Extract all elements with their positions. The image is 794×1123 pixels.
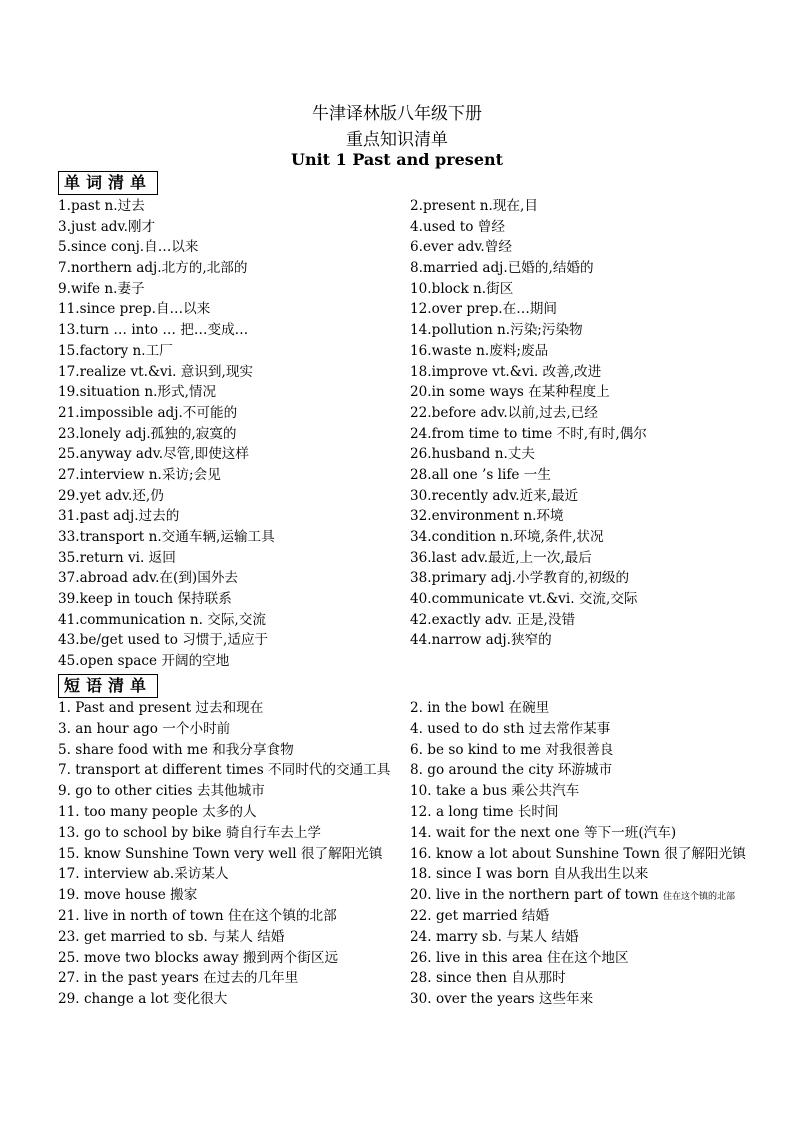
word-entry: [0, 506, 794, 527]
word-entry-text: 16.waste n.废料;废品: [410, 342, 549, 359]
word-entry-text: 30.recently adv.近来,最近: [410, 487, 579, 504]
word-entry-text: 27.interview n.采访;会见: [58, 466, 221, 483]
phrase-entry-text: 20. live in the northern part of town: [410, 887, 659, 904]
phrase-entry-right: [410, 885, 770, 906]
phrase-entry-left: [58, 864, 410, 885]
phrase-entry-left: [58, 948, 410, 969]
phrase-entry: [0, 927, 794, 948]
word-entry-text: 21.impossible adj.不可能的: [58, 404, 238, 421]
word-entry-text: 42.exactly adv. 正是,没错: [410, 611, 576, 628]
phrase-entry-text: 27. in the past years 在过去的几年里: [58, 970, 299, 987]
word-entry-left: [58, 527, 410, 548]
phrase-entry-left: [58, 802, 410, 823]
word-entry-left: [58, 486, 410, 507]
phrase-entry-text: 29. change a lot 变化很大: [58, 991, 228, 1008]
word-entry-text: 5.since conj.自…以来: [58, 239, 199, 256]
word-entry-right: [410, 237, 770, 258]
phrase-entry: [0, 802, 794, 823]
word-entry-right: [410, 610, 770, 631]
phrase-entry-text: 12. a long time 长时间: [410, 803, 559, 820]
phrase-entry-left: [58, 927, 410, 948]
phrase-entry-text: 10. take a bus 乘公共汽车: [410, 783, 580, 800]
phrase-note: 住在这个镇的北部: [662, 892, 735, 903]
phrase-entry-left: [58, 740, 410, 761]
word-entry-text: 25.anyway adv.尽管,即使这样: [58, 446, 249, 463]
word-entry-text: 4.used to 曾经: [410, 218, 505, 235]
word-entry: [0, 527, 794, 548]
word-entry-right: [410, 258, 770, 279]
word-entry-left: [58, 320, 410, 341]
phrase-entry-text: 26. live in this area 住在这个地区: [410, 949, 629, 966]
word-entry-text: 34.condition n.环境,条件,状况: [410, 529, 604, 545]
word-entry-right: [410, 465, 770, 486]
phrase-entry-right: [410, 740, 770, 761]
phrase-entry-left: [58, 781, 410, 802]
word-entry-left: [58, 258, 410, 279]
phrase-entry-text: 30. over the years 这些年来: [410, 991, 594, 1008]
word-entry-right: [410, 424, 770, 445]
phrase-entry-right: [410, 906, 770, 927]
word-entry: [0, 630, 794, 651]
phrase-entry-left: [58, 719, 410, 740]
word-entry: [0, 486, 794, 507]
word-entry-left: [58, 237, 410, 258]
word-entry-text: 40.communicate vt.&vi. 交流,交际: [410, 591, 638, 608]
doc-title-unit: Unit 1 Past and present: [290, 150, 504, 169]
word-entry-left: [58, 506, 410, 527]
word-entry-text: 22.before adv.以前,过去,已经: [410, 404, 598, 421]
word-entry-text: 17.realize vt.&vi. 意识到,现实: [58, 363, 254, 380]
phrase-entry-right: [410, 781, 770, 802]
word-entry-right: [410, 651, 770, 672]
word-entry-text: 31.past adj.过去的: [58, 508, 180, 525]
word-entry-text: 29.yet adv.还,仍: [58, 487, 164, 504]
phrase-entry-text: 11. too many people 太多的人: [58, 803, 257, 820]
word-entry-text: 19.situation n.形式,情况: [58, 384, 217, 401]
word-entry-right: [410, 486, 770, 507]
word-entry-text: 32.environment n.环境: [410, 508, 564, 525]
phrase-entry-left: [58, 968, 410, 989]
phrase-entry: [0, 906, 794, 927]
word-entry-text: 26.husband n.丈夫: [410, 446, 535, 463]
word-entry-text: 3.just adv.刚才: [58, 218, 156, 235]
word-entry-text: 12.over prep.在…期间: [410, 301, 557, 318]
phrase-entry: [0, 948, 794, 969]
word-entry-right: [410, 279, 770, 300]
phrase-entry-text: 13. go to school by bike 骑自行车去上学: [58, 824, 322, 841]
word-entry-left: [58, 589, 410, 610]
word-entry-left: [58, 568, 410, 589]
phrase-entry-right: [410, 864, 770, 885]
word-entry-text: 1.past n.过去: [58, 198, 145, 214]
word-entry-text: 33.transport n.交通车辆,运输工具: [58, 529, 275, 545]
word-entry-right: [410, 362, 770, 383]
word-entry-left: [58, 630, 410, 651]
phrase-entry-text: 22. get married 结婚: [410, 907, 550, 924]
word-entry-text: 7.northern adj.北方的,北部的: [58, 260, 248, 277]
phrase-entry-text: 8. go around the city 环游城市: [410, 762, 613, 779]
phrase-entry: [0, 760, 794, 781]
word-entry-text: 18.improve vt.&vi. 改善,改进: [410, 363, 602, 380]
phrase-entry-right: [410, 802, 770, 823]
word-entry-right: [410, 630, 770, 651]
word-entry-left: [58, 610, 410, 631]
word-entry: [0, 651, 794, 672]
phrase-entry-text: 17. interview ab.采访某人: [58, 866, 229, 883]
phrase-entry-text: 15. know Sunshine Town very well 很了解阳光镇: [58, 845, 383, 862]
word-entry-text: 15.factory n.工厂: [58, 342, 173, 359]
phrase-entry-text: 24. marry sb. 与某人 结婚: [410, 928, 579, 945]
phrase-entry-right: [410, 760, 770, 781]
word-entry-left: [58, 548, 410, 569]
word-entry-text: 45.open space 开阔的空地: [58, 653, 230, 670]
phrase-entry-text: 1. Past and present 过去和现在: [58, 700, 264, 716]
phrase-entry-text: 28. since then 自从那时: [410, 970, 566, 987]
word-entry: [0, 610, 794, 631]
phrase-entry: [0, 885, 794, 906]
phrase-entry-text: 16. know a lot about Sunshine Town 很了解阳光镇: [410, 845, 746, 862]
phrase-entry-right: [410, 844, 770, 865]
word-entry-left: [58, 299, 410, 320]
word-entry-text: 44.narrow adj.狭窄的: [410, 632, 552, 649]
word-entry-left: [58, 196, 410, 217]
word-entry-text: 2.present n.现在,目: [410, 198, 538, 214]
word-entry-left: [58, 217, 410, 238]
word-entry: [0, 362, 794, 383]
word-entry-right: [410, 506, 770, 527]
phrase-entry: [0, 864, 794, 885]
word-entry: [0, 258, 794, 279]
word-entry-text: 23.lonely adj.孤独的,寂寞的: [58, 425, 237, 442]
word-entry-text: 14.pollution n.污染;污染物: [410, 322, 583, 339]
word-entry-right: [410, 382, 770, 403]
phrase-entry-right: [410, 927, 770, 948]
phrase-entry-right: [410, 698, 770, 719]
phrase-entry-text: 25. move two blocks away 搬到两个街区远: [58, 949, 339, 966]
phrase-entry-text: 21. live in north of town 住在这个镇的北部: [58, 907, 337, 924]
word-entry-text: 10.block n.街区: [410, 280, 514, 297]
word-entry-right: [410, 196, 770, 217]
word-entry: [0, 217, 794, 238]
word-entry-left: [58, 424, 410, 445]
word-entry-right: [410, 568, 770, 589]
word-entry: [0, 589, 794, 610]
word-entry-right: [410, 548, 770, 569]
word-entry: [0, 279, 794, 300]
word-entry-right: [410, 217, 770, 238]
phrase-entry-text: 2. in the bowl 在碗里: [410, 700, 550, 716]
phrase-entry: [0, 698, 794, 719]
phrase-entry: [0, 968, 794, 989]
word-entry-text: 9.wife n.妻子: [58, 280, 145, 297]
phrases-section-label: 短语清单: [58, 674, 158, 698]
word-entry-right: [410, 341, 770, 362]
word-entry-text: 13.turn … into … 把…变成…: [58, 322, 249, 339]
phrase-entry-right: [410, 719, 770, 740]
phrase-entry: [0, 844, 794, 865]
phrase-entry: [0, 989, 794, 1010]
word-entry-text: 11.since prep.自…以来: [58, 301, 211, 318]
phrase-entry-text: 4. used to do sth 过去常作某事: [410, 720, 611, 737]
phrase-entry-text: 6. be so kind to me 对我很善良: [410, 741, 614, 758]
phrase-entry-left: [58, 844, 410, 865]
word-entry: [0, 341, 794, 362]
phrase-entry-right: [410, 968, 770, 989]
word-entry-text: 6.ever adv.曾经: [410, 239, 512, 256]
phrase-entry: [0, 719, 794, 740]
word-entry-right: [410, 299, 770, 320]
phrase-entry-left: [58, 989, 410, 1010]
word-entry: [0, 444, 794, 465]
words-section-label: 单词清单: [58, 171, 158, 195]
words-list: [0, 196, 794, 672]
phrases-list: [0, 698, 794, 1010]
word-entry-left: [58, 362, 410, 383]
word-entry-right: [410, 403, 770, 424]
phrase-entry-text: 7. transport at different times 不同时代的交通工具: [58, 762, 391, 779]
word-entry-left: [58, 341, 410, 362]
word-entry-left: [58, 651, 410, 672]
word-entry-text: 28.all one ’s life 一生: [410, 466, 551, 483]
word-entry: [0, 299, 794, 320]
word-entry-left: [58, 465, 410, 486]
word-entry-left: [58, 382, 410, 403]
word-entry-text: 37.abroad adv.在(到)国外去: [58, 570, 239, 587]
word-entry-right: [410, 527, 770, 548]
phrase-entry-left: [58, 698, 410, 719]
phrase-entry-left: [58, 760, 410, 781]
word-entry-left: [58, 279, 410, 300]
phrase-entry-left: [58, 885, 410, 906]
phrase-entry-text: 14. wait for the next one 等下一班(汽车): [410, 824, 677, 841]
phrase-entry-right: [410, 948, 770, 969]
word-entry: [0, 382, 794, 403]
word-entry-left: [58, 444, 410, 465]
word-entry-right: [410, 444, 770, 465]
phrase-entry-right: [410, 989, 770, 1010]
word-entry-text: 20.in some ways 在某种程度上: [410, 384, 610, 401]
word-entry: [0, 237, 794, 258]
phrase-entry: [0, 740, 794, 761]
phrase-entry: [0, 823, 794, 844]
phrase-entry-right: [410, 823, 770, 844]
phrase-entry: [0, 781, 794, 802]
word-entry: [0, 424, 794, 445]
word-entry-text: 35.return vi. 返回: [58, 549, 176, 566]
phrase-entry-text: 19. move house 搬家: [58, 887, 198, 904]
phrase-entry-text: 3. an hour ago 一个小时前: [58, 720, 231, 737]
phrase-entry-left: [58, 906, 410, 927]
phrase-entry-text: 18. since I was born 自从我出生以来: [410, 866, 649, 883]
word-entry-text: 36.last adv.最近,上一次,最后: [410, 549, 592, 566]
word-entry-text: 8.married adj.已婚的,结婚的: [410, 260, 594, 277]
word-entry: [0, 548, 794, 569]
word-entry-text: 38.primary adj.小学教育的,初级的: [410, 570, 630, 587]
doc-title-checklist: 重点知识清单: [346, 130, 448, 150]
word-entry-text: 43.be/get used to 习惯于,适应于: [58, 632, 269, 649]
word-entry-right: [410, 320, 770, 341]
doc-title-grade: 牛津译林版八年级下册: [312, 104, 482, 124]
word-entry-text: 41.communication n. 交际,交流: [58, 611, 266, 628]
word-entry: [0, 568, 794, 589]
phrase-entry-text: 9. go to other cities 去其他城市: [58, 783, 265, 800]
word-entry: [0, 320, 794, 341]
word-entry-text: 24.from time to time 不时,有时,偶尔: [410, 425, 647, 442]
phrase-entry-text: 5. share food with me 和我分享食物: [58, 741, 294, 758]
word-entry: [0, 196, 794, 217]
word-entry: [0, 403, 794, 424]
word-entry-text: 39.keep in touch 保持联系: [58, 591, 232, 608]
phrase-entry-left: [58, 823, 410, 844]
word-entry: [0, 465, 794, 486]
phrase-entry-text: 23. get married to sb. 与某人 结婚: [58, 928, 285, 945]
word-entry-right: [410, 589, 770, 610]
word-entry-left: [58, 403, 410, 424]
